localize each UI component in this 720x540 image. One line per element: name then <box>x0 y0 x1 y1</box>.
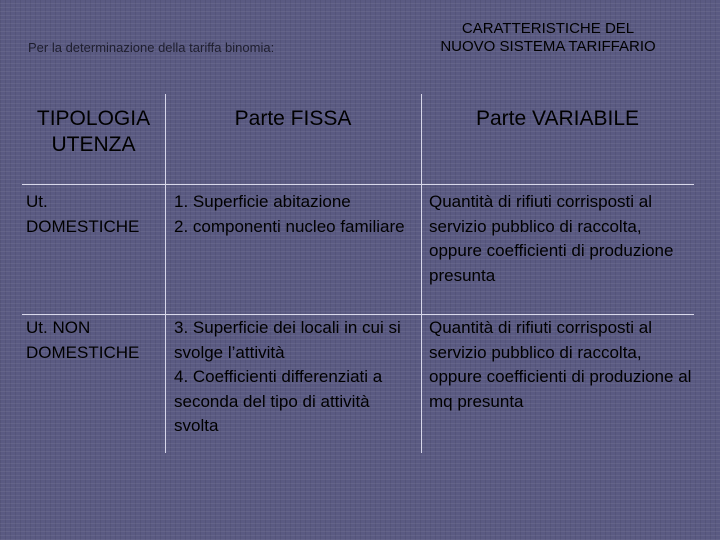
list-item: 4. Coefficienti differenziati a seconda del tipo di attività svolta <box>174 367 383 435</box>
subtitle: Per la determinazione della tariffa binomia: <box>28 40 275 55</box>
row-domestiche-fissa <box>174 190 414 239</box>
header-tipologia: TIPOLOGIA UTENZA <box>36 107 151 156</box>
header-parte-fissa: Parte FISSA <box>234 107 352 130</box>
slide-title <box>418 20 678 56</box>
row-divider <box>22 314 694 315</box>
list-item: 2. componenti nucleo familiare <box>174 216 405 236</box>
slide-title-line-2: NUOVO SISTEMA TARIFFARIO <box>440 38 656 55</box>
column-divider <box>421 94 422 453</box>
row-non-domestiche-fissa <box>174 316 414 439</box>
list-item: 1. Superficie abitazione <box>174 192 351 211</box>
row-non-domestiche-tipologia: Ut. NON DOMESTICHE <box>26 318 140 362</box>
header-parte-variabile: Parte VARIABILE <box>475 107 640 130</box>
list-item: 3. Superficie dei locali in cui si svolge l’attività <box>174 318 401 362</box>
column-divider <box>165 94 166 453</box>
slide-title-line-1: CARATTERISTICHE DEL <box>461 20 635 37</box>
row-domestiche-tipologia: Ut. DOMESTICHE <box>26 192 140 236</box>
row-divider <box>22 184 694 185</box>
tariff-table <box>22 94 694 453</box>
row-non-domestiche-variabile: Quantità di rifiuti corrisposti al servizio pubblico di raccolta, oppure coefficienti di produzione al mq presunta <box>429 318 692 411</box>
row-domestiche-variabile: Quantità di rifiuti corrisposti al servizio pubblico di raccolta, oppure coefficienti di produzione presunta <box>429 192 674 285</box>
